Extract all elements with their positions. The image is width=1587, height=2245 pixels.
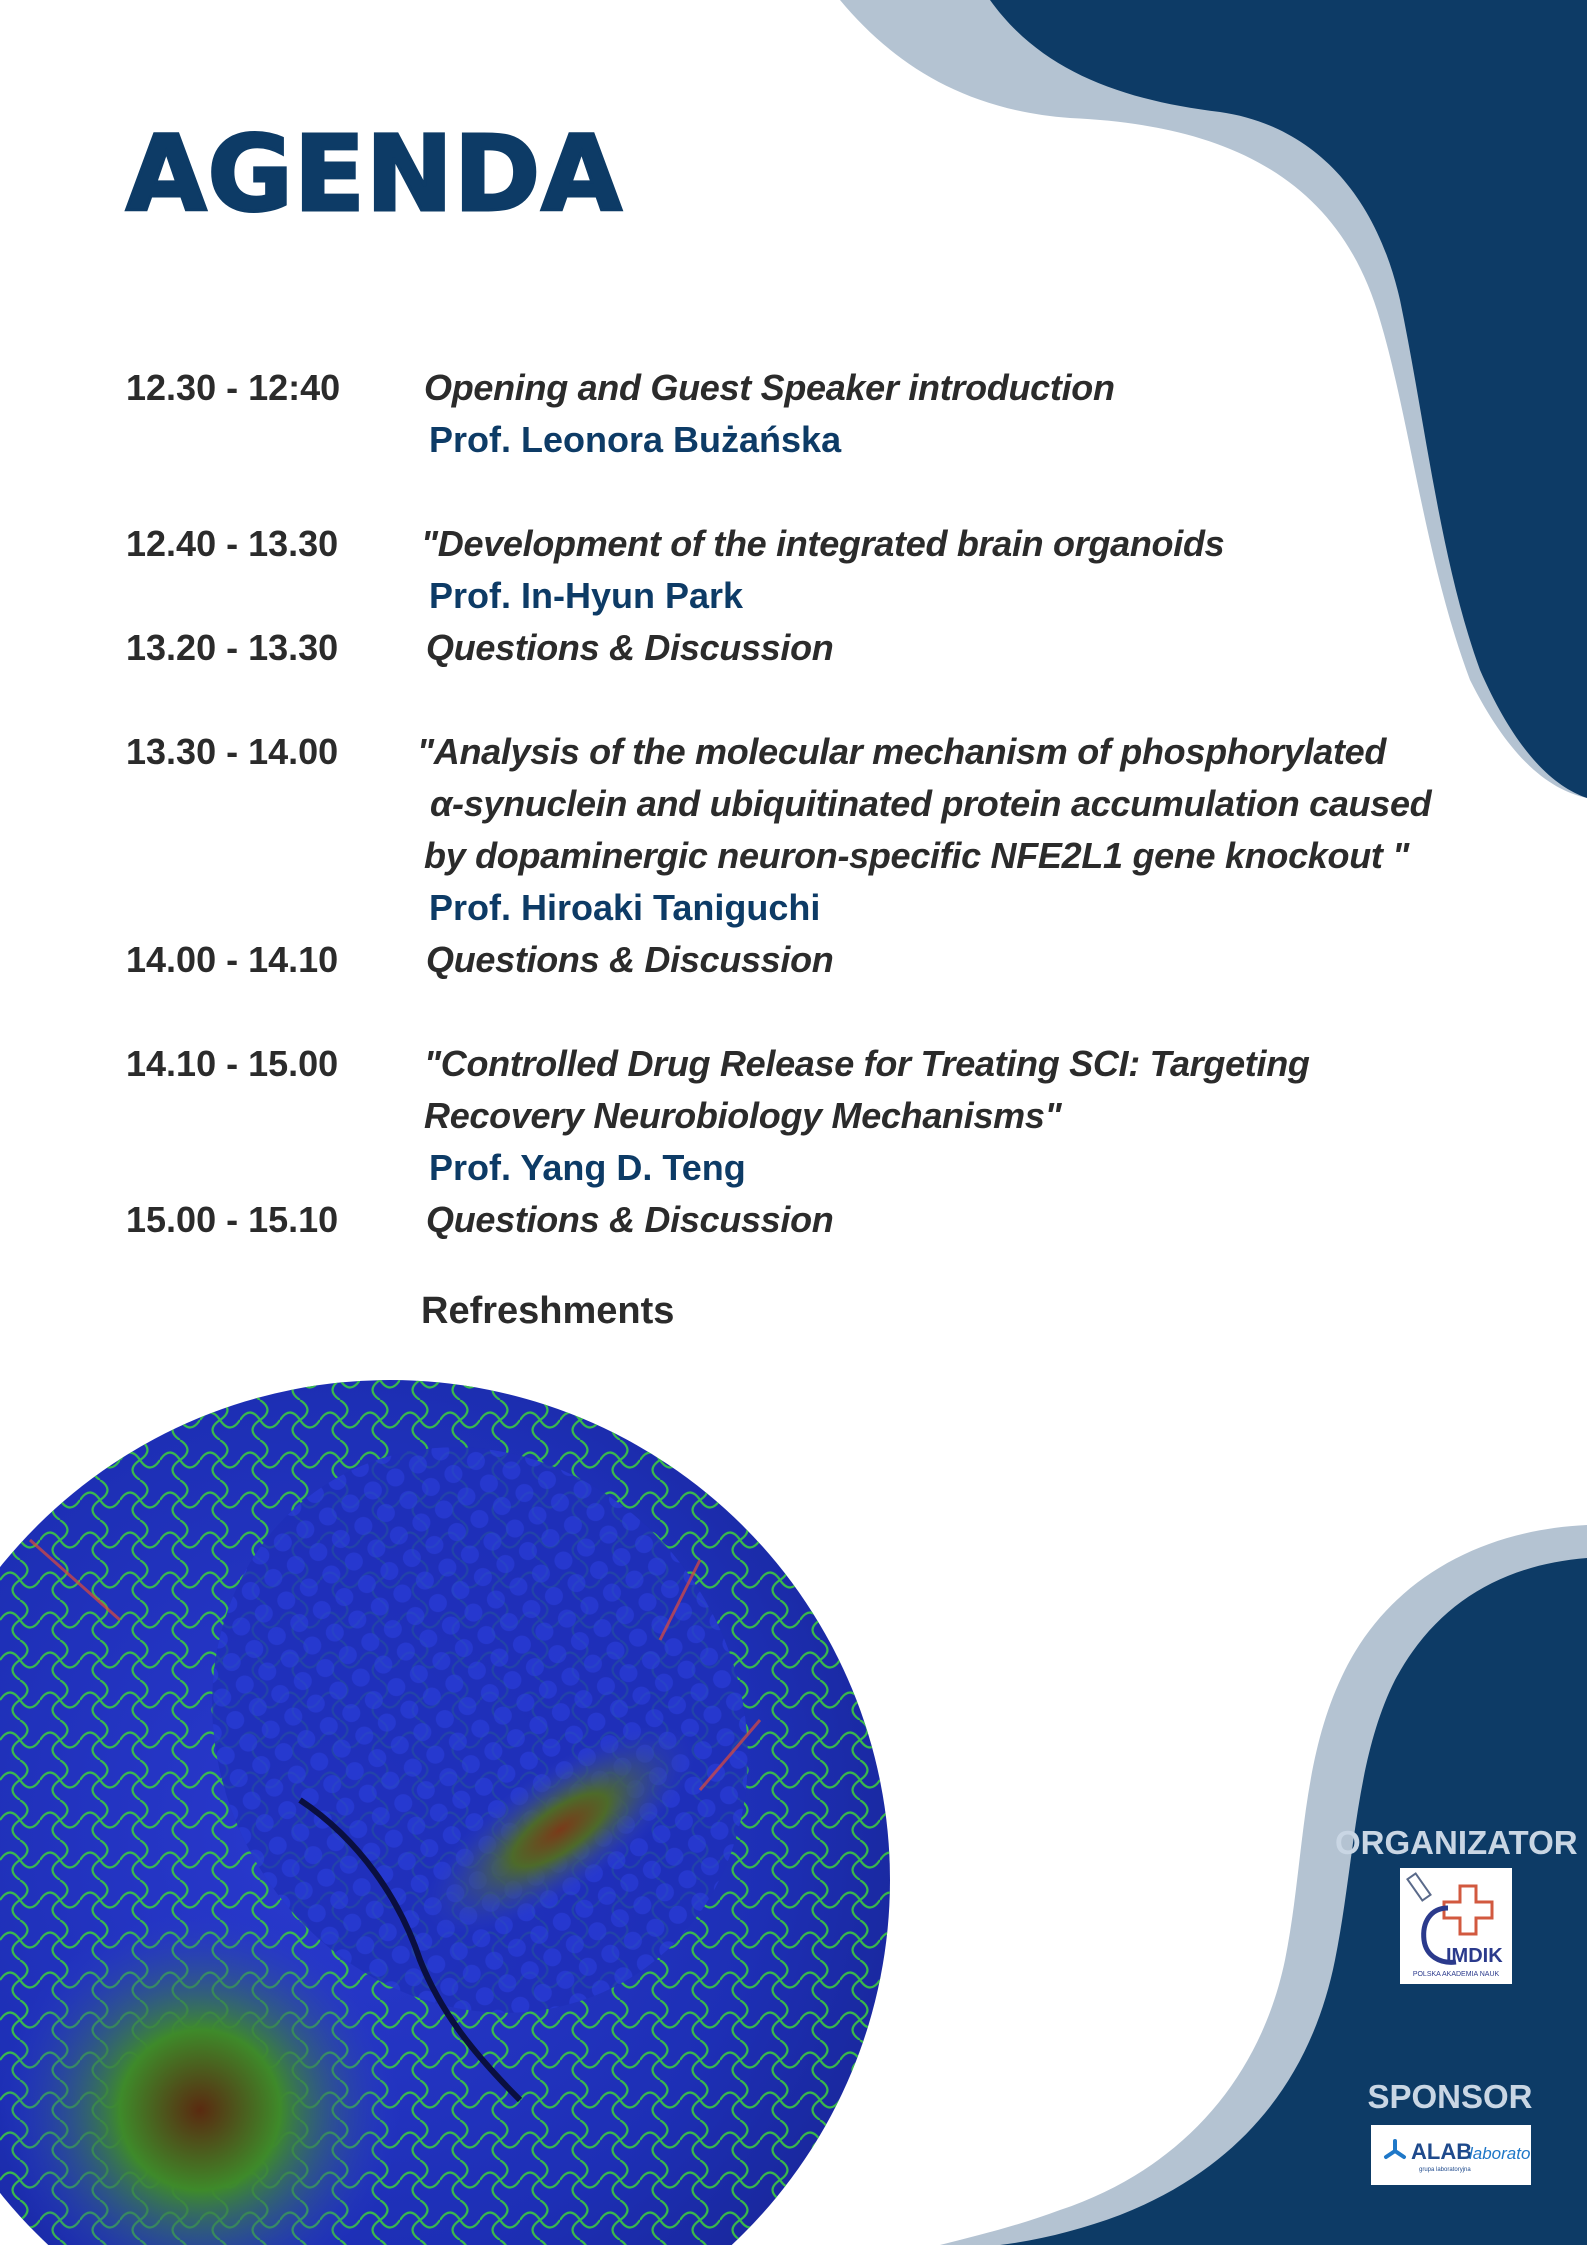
agenda-title: "Analysis of the molecular mechanism of phosphorylated [417,731,1387,772]
agenda-title: α-synuclein and ubiquitinated protein accumulation caused [430,783,1432,824]
agenda-time: 13.30 - 14.00 [126,731,339,772]
agenda-time: 13.20 - 13.30 [126,627,339,668]
agenda-title: Questions & Discussion [426,1199,834,1240]
page-title: AGENDA [126,113,623,235]
organizator-label: ORGANIZATOR [1335,1824,1578,1861]
agenda-title: Questions & Discussion [426,939,834,980]
agenda-title: Recovery Neurobiology Mechanisms" [424,1095,1062,1136]
sponsor-label: SPONSOR [1367,2078,1533,2115]
agenda-speaker: Prof. Hiroaki Taniguchi [429,887,821,928]
refreshments-label: Refreshments [421,1290,675,1332]
alab-logo-icon [1371,2125,1531,2185]
organizator-logo [1400,1868,1512,1984]
agenda-speaker: Prof. Yang D. Teng [429,1147,746,1188]
alab-logo-subtext: grupa laboratoryjna [1419,2167,1471,2173]
imdik-logo-text: IMDIK [1446,1945,1503,1967]
microscopy-image [0,1349,900,2245]
agenda-title: Questions & Discussion [426,627,834,668]
agenda-time: 12.30 - 12:40 [126,367,341,408]
alab-logo-italic: laborato [1469,2144,1531,2163]
imdik-logo-icon [1400,1868,1512,1984]
agenda-title: by dopaminergic neuron-specific NFE2L1 gene knockout " [424,835,1410,876]
agenda-speaker: Prof. Leonora Bużańska [429,419,842,460]
agenda-speaker: Prof. In-Hyun Park [429,575,744,616]
alab-logo-text: ALAB [1411,2139,1473,2164]
agenda-title: "Controlled Drug Release for Treating SCI: Targeting [424,1043,1310,1084]
imdik-logo-subtext: POLSKA AKADEMIA NAUK [1412,1971,1500,1978]
agenda-title: "Development of the integrated brain organoids [421,523,1225,564]
agenda-time: 15.00 - 15.10 [126,1199,339,1240]
agenda-title: Opening and Guest Speaker introduction [424,367,1115,408]
agenda-time: 14.00 - 14.10 [126,939,339,980]
agenda-time: 14.10 - 15.00 [126,1043,339,1084]
sponsor-logo [1371,2125,1531,2185]
agenda-time: 12.40 - 13.30 [126,523,339,564]
